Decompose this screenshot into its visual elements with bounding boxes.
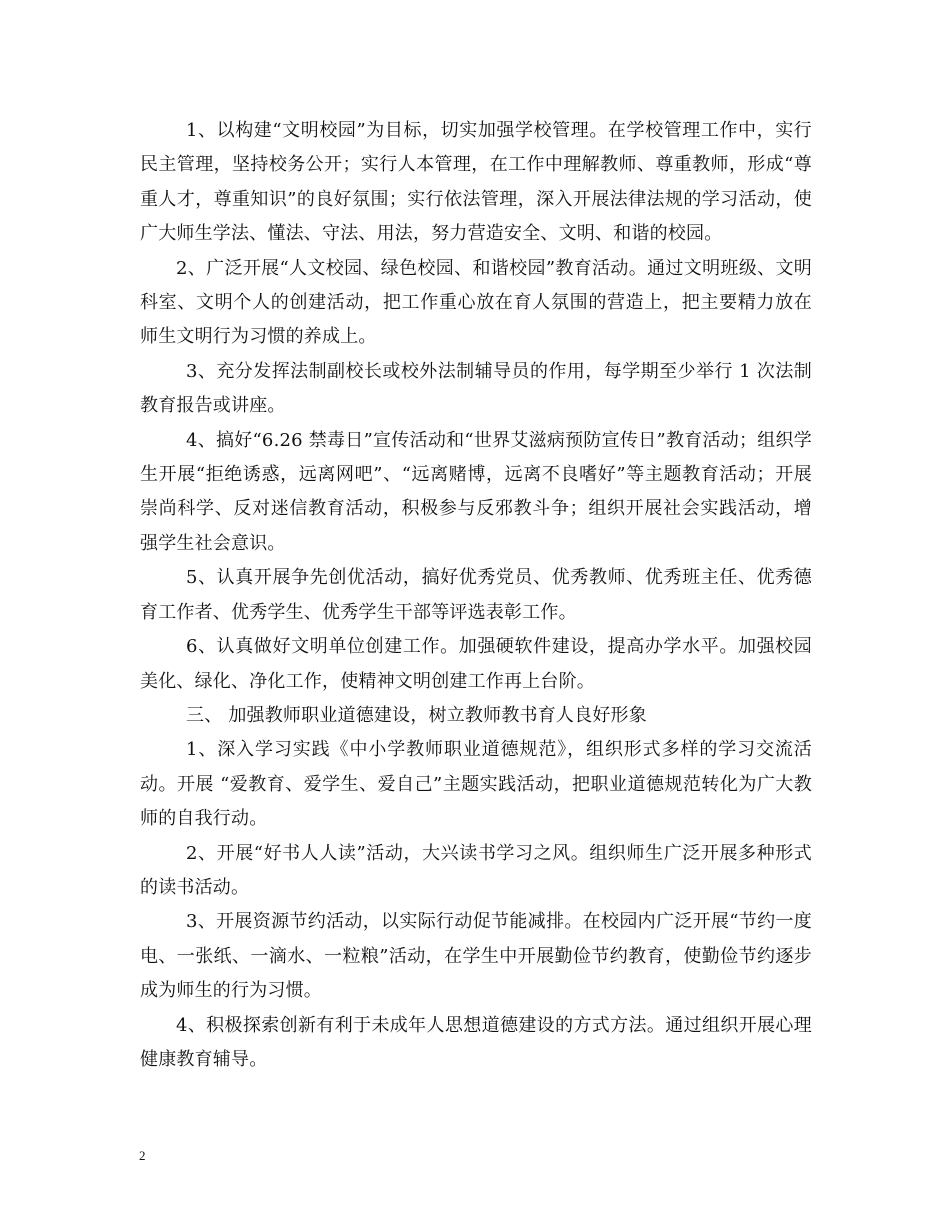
- paragraph-7: 1、深入学习实践《中小学教师职业道德规范》，组织形式多样的学习交流活动。开展 “爱教育、爱学生、爱自己”主题实践活动，把职业道德规范转化为广大教师的自我行动。: [140, 739, 812, 830]
- document-body: [140, 114, 812, 1077]
- page-number: 2: [139, 1148, 146, 1163]
- paragraph-6: 6、认真做好文明单位创建工作。加强硬软件建设，提高办学水平。加强校园美化、绿化、净化工作，使精神文明创建工作再上台阶。: [140, 636, 812, 692]
- paragraph-2: 2、广泛开展“人文校园、绿色校园、和谐校园”教育活动。通过文明班级、文明科室、文明个人的创建活动，把工作重心放在育人氛围的营造上，把主要精力放在师生文明行为习惯的养成上。: [140, 257, 812, 348]
- paragraph-8: 2、开展“好书人人读”活动，大兴读书学习之风。组织师生广泛开展多种形式的读书活动。: [140, 842, 812, 898]
- paragraph-1: 1、以构建“文明校园”为目标，切实加强学校管理。在学校管理工作中，实行民主管理，坚持校务公开；实行人本管理，在工作中理解教师、尊重教师，形成“尊重人才，尊重知识”的良好氛围；实行依法管理，深入开展法律法规的学习活动，使广大师生学法、懂法、守法、用法，努力营造安全、文明、和谐的校园。: [140, 120, 812, 245]
- section-heading: 三、 加强教师职业道德建设，树立教师教书育人良好形象: [186, 704, 647, 726]
- paragraph-4: 4、搞好“6.26 禁毒日”宣传活动和“世界艾滋病预防宣传日”教育活动；组织学生开展“拒绝诱惑，远离网吧”、“远离赌博，远离不良嗜好”等主题教育活动；开展崇尚科学、反对迷信教育活动，积极参与反邪教斗争；组织开展社会实践活动，增强学生社会意识。: [140, 429, 812, 554]
- paragraph-10: 4、积极探索创新有利于未成年人思想道德建设的方式方法。通过组织开展心理健康教育辅导。: [140, 1014, 812, 1070]
- paragraph-9: 3、开展资源节约活动，以实际行动促节能减排。在校园内广泛开展“节约一度电、一张纸、一滴水、一粒粮”活动，在学生中开展勤俭节约教育，使勤俭节约逐步成为师生的行为习惯。: [140, 911, 812, 1002]
- paragraph-5: 5、认真开展争先创优活动，搞好优秀党员、优秀教师、优秀班主任、优秀德育工作者、优秀学生、优秀学生干部等评选表彰工作。: [140, 567, 812, 623]
- paragraph-3: 3、充分发挥法制副校长或校外法制辅导员的作用，每学期至少举行 1 次法制教育报告或讲座。: [140, 360, 812, 417]
